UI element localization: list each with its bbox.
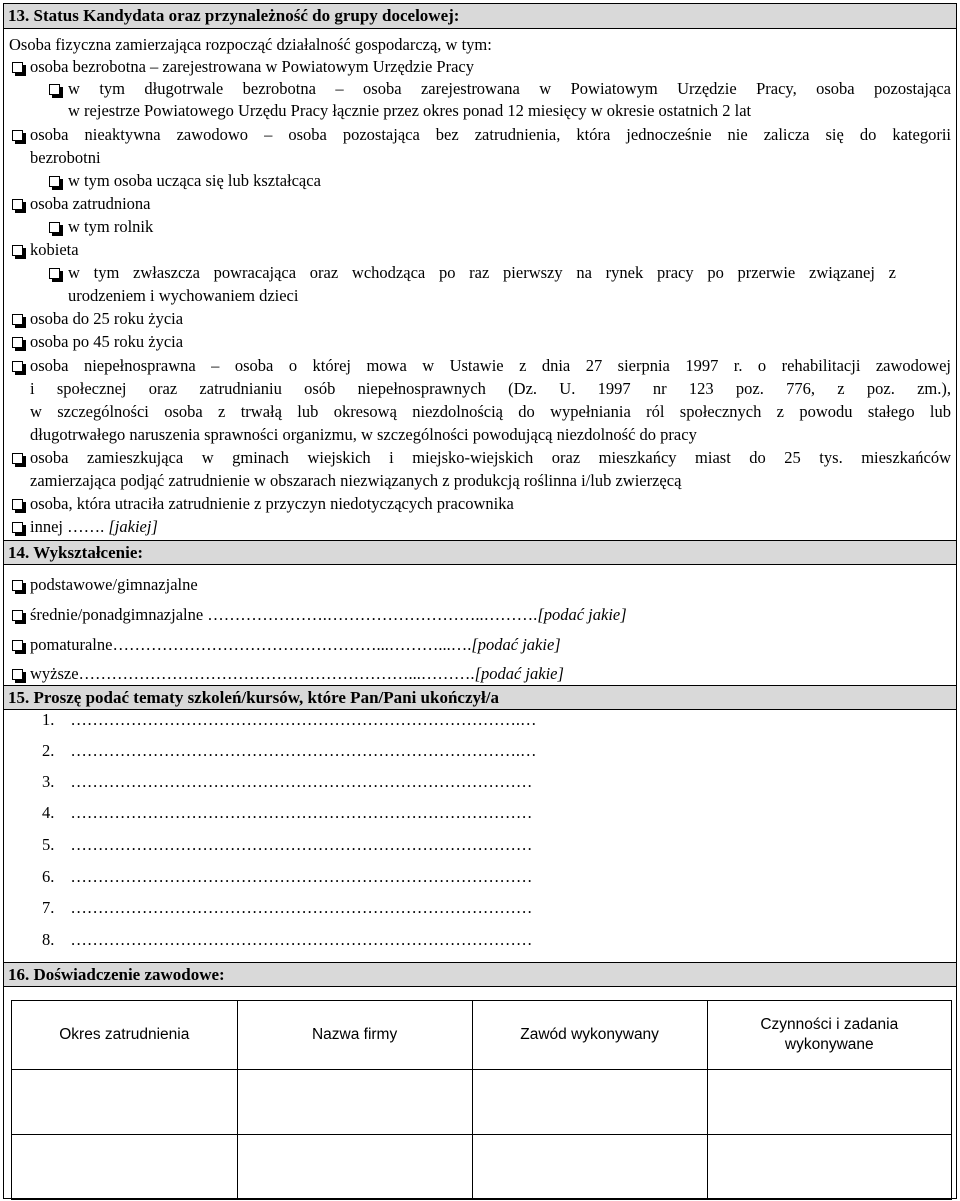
section-15-title: 15. Proszę podać tematy szkoleń/kursów, które Pan/Pani ukończył/a <box>8 688 499 707</box>
label-other <box>30 516 158 538</box>
label-secondary-education: średnie/ponadgimnazjalne ………………….………………………..………. <box>30 605 538 624</box>
checkbox-woman[interactable] <box>12 245 23 256</box>
field-higher-education[interactable] <box>30 663 564 685</box>
hint-higher-education: [podać jakie] <box>474 664 564 683</box>
checkbox-lost-job[interactable] <box>12 499 23 510</box>
section-13-header <box>4 4 956 29</box>
course-line[interactable]: ………………………………………………………………………… <box>70 772 533 791</box>
checkbox-primary-education[interactable] <box>12 580 23 591</box>
label-disabled-1: osoba niepełnosprawna – osoba o której mowa w Ustawie z dnia 27 sierpnia 1997 r. o rehabilitacji zawodowej <box>30 356 951 375</box>
label-post-secondary-education: pomaturalne…………………………………………...………...…. <box>30 635 472 654</box>
label-under-25: osoba do 25 roku życia <box>30 309 184 328</box>
section-13-intro: Osoba fizyczna zamierzająca rozpocząć działalność gospodarczą, w tym: <box>9 35 492 54</box>
cell-duties[interactable] <box>707 1070 951 1135</box>
cell-employment-period[interactable] <box>12 1070 238 1135</box>
course-line[interactable]: ………………………………………………………………………… <box>70 803 533 822</box>
label-disabled-4: długotrwałego naruszenia sprawności organizmu, w szczególności powodującą niezdolność do pracy <box>30 425 697 444</box>
col-company-name: Nazwa firmy <box>237 1001 472 1070</box>
label-other-hint: [jakiej] <box>108 517 158 536</box>
course-item[interactable] <box>42 740 537 762</box>
section-14-title: 14. Wykształcenie: <box>8 543 144 562</box>
course-line[interactable]: ……………………………………………………………………….… <box>70 741 537 760</box>
course-number: 7. <box>42 898 55 917</box>
course-line[interactable]: ……………………………………………………………………….… <box>70 710 537 729</box>
section-16-title: 16. Doświadczenie zawodowe: <box>8 965 225 984</box>
checkbox-other[interactable] <box>12 522 23 533</box>
label-returning-mother-1: w tym zwłaszcza powracająca oraz wchodząca po raz pierwszy na rynek pracy po przerwie związanej z <box>68 263 896 282</box>
checkbox-under-25[interactable] <box>12 314 23 325</box>
field-post-secondary-education[interactable] <box>30 634 561 656</box>
cell-company-name[interactable] <box>237 1070 472 1135</box>
label-returning-mother-2: urodzeniem i wychowaniem dzieci <box>68 286 299 305</box>
experience-header-row <box>12 1001 952 1070</box>
label-long-term-unemployed-2: w rejestrze Powiatowego Urzędu Pracy łącznie przez okres ponad 12 miesięcy w okresie ostatnich 2 lat <box>68 101 752 120</box>
course-item[interactable] <box>42 897 532 919</box>
hint-post-secondary-education: [podać jakie] <box>471 635 561 654</box>
course-line[interactable]: ………………………………………………………………………… <box>70 835 533 854</box>
course-item[interactable] <box>42 834 532 856</box>
checkbox-higher-education[interactable] <box>12 669 23 680</box>
cell-profession[interactable] <box>472 1070 707 1135</box>
label-rural-2: zamierzająca podjąć zatrudnienie w obszarach niezwiązanych z produkcją roślinna i/lub zwierzęcą <box>30 471 682 490</box>
label-unemployed: osoba bezrobotna – zarejestrowana w Powiatowym Urzędzie Pracy <box>30 57 474 76</box>
section-16-header <box>4 962 956 987</box>
label-over-45: osoba po 45 roku życia <box>30 332 184 351</box>
checkbox-secondary-education[interactable] <box>12 610 23 621</box>
cell-duties[interactable] <box>707 1135 951 1200</box>
checkbox-employed[interactable] <box>12 199 23 210</box>
checkbox-rural[interactable] <box>12 453 23 464</box>
checkbox-farmer[interactable] <box>49 222 60 233</box>
label-primary-education: podstawowe/gimnazjalne <box>30 575 198 594</box>
label-farmer: w tym rolnik <box>68 217 154 236</box>
checkbox-post-secondary-education[interactable] <box>12 640 23 651</box>
cell-company-name[interactable] <box>237 1135 472 1200</box>
course-number: 1. <box>42 710 55 729</box>
course-line[interactable]: ………………………………………………………………………… <box>70 930 533 949</box>
label-employed: osoba zatrudniona <box>30 194 151 213</box>
course-number: 5. <box>42 835 55 854</box>
checkbox-disabled[interactable] <box>12 361 23 372</box>
experience-row[interactable] <box>12 1135 952 1200</box>
col-employment-period: Okres zatrudnienia <box>12 1001 238 1070</box>
label-learning: w tym osoba ucząca się lub kształcąca <box>68 171 321 190</box>
checkbox-over-45[interactable] <box>12 337 23 348</box>
experience-table <box>11 1000 952 1200</box>
course-item[interactable] <box>42 802 532 824</box>
label-higher-education: wyższe……………………………………………………...………. <box>30 664 475 683</box>
label-other-text: innej ……. <box>30 517 109 536</box>
course-line[interactable]: ………………………………………………………………………… <box>70 867 533 886</box>
col-duties: Czynności i zadania wykonywane <box>707 1001 951 1070</box>
label-long-term-unemployed-1: w tym długotrwale bezrobotna – osoba zarejestrowana w Powiatowym Urzędzie Pracy, osoba pozostająca <box>68 79 951 98</box>
section-14-header <box>4 540 956 565</box>
section-15-header <box>4 685 956 710</box>
cell-profession[interactable] <box>472 1135 707 1200</box>
label-woman: kobieta <box>30 240 79 259</box>
col-profession: Zawód wykonywany <box>472 1001 707 1070</box>
course-item[interactable] <box>42 771 532 793</box>
label-inactive-1: osoba nieaktywna zawodowo – osoba pozostająca bez zatrudnienia, która jednocześnie nie zalicza się do kategorii <box>30 125 951 144</box>
course-number: 8. <box>42 930 55 949</box>
field-secondary-education[interactable] <box>30 604 627 626</box>
hint-secondary-education: [podać jakie] <box>537 605 627 624</box>
label-disabled-3: w szczególności osoba z trwałą lub okresową niezdolnością do wypełniania ról społecznych z powodu stałego lub <box>30 402 951 421</box>
section-13-title: 13. Status Kandydata oraz przynależność do grupy docelowej: <box>8 6 460 25</box>
label-rural-1: osoba zamieszkująca w gminach wiejskich i miejsko-wiejskich oraz mieszkańcy miast do 25 tys. mieszkańców <box>30 448 951 467</box>
checkbox-learning[interactable] <box>49 176 60 187</box>
course-item[interactable] <box>42 929 532 951</box>
cell-employment-period[interactable] <box>12 1135 238 1200</box>
checkbox-returning-mother[interactable] <box>49 268 60 279</box>
checkbox-inactive[interactable] <box>12 130 23 141</box>
experience-row[interactable] <box>12 1070 952 1135</box>
course-number: 2. <box>42 741 55 760</box>
checkbox-long-term-unemployed[interactable] <box>49 84 60 95</box>
application-form <box>3 3 957 1199</box>
course-number: 3. <box>42 772 55 791</box>
course-item[interactable] <box>42 709 537 731</box>
label-disabled-2: i społecznej oraz zatrudnianiu osób niepełnosprawnych (Dz. U. 1997 nr 123 poz. 776, z poz. zm.), <box>30 379 951 398</box>
course-number: 6. <box>42 867 55 886</box>
label-inactive-2: bezrobotni <box>30 148 101 167</box>
checkbox-unemployed[interactable] <box>12 62 23 73</box>
course-item[interactable] <box>42 866 532 888</box>
label-lost-job: osoba, która utraciła zatrudnienie z przyczyn niedotyczących pracownika <box>30 494 514 513</box>
course-number: 4. <box>42 803 55 822</box>
course-line[interactable]: ………………………………………………………………………… <box>70 898 533 917</box>
